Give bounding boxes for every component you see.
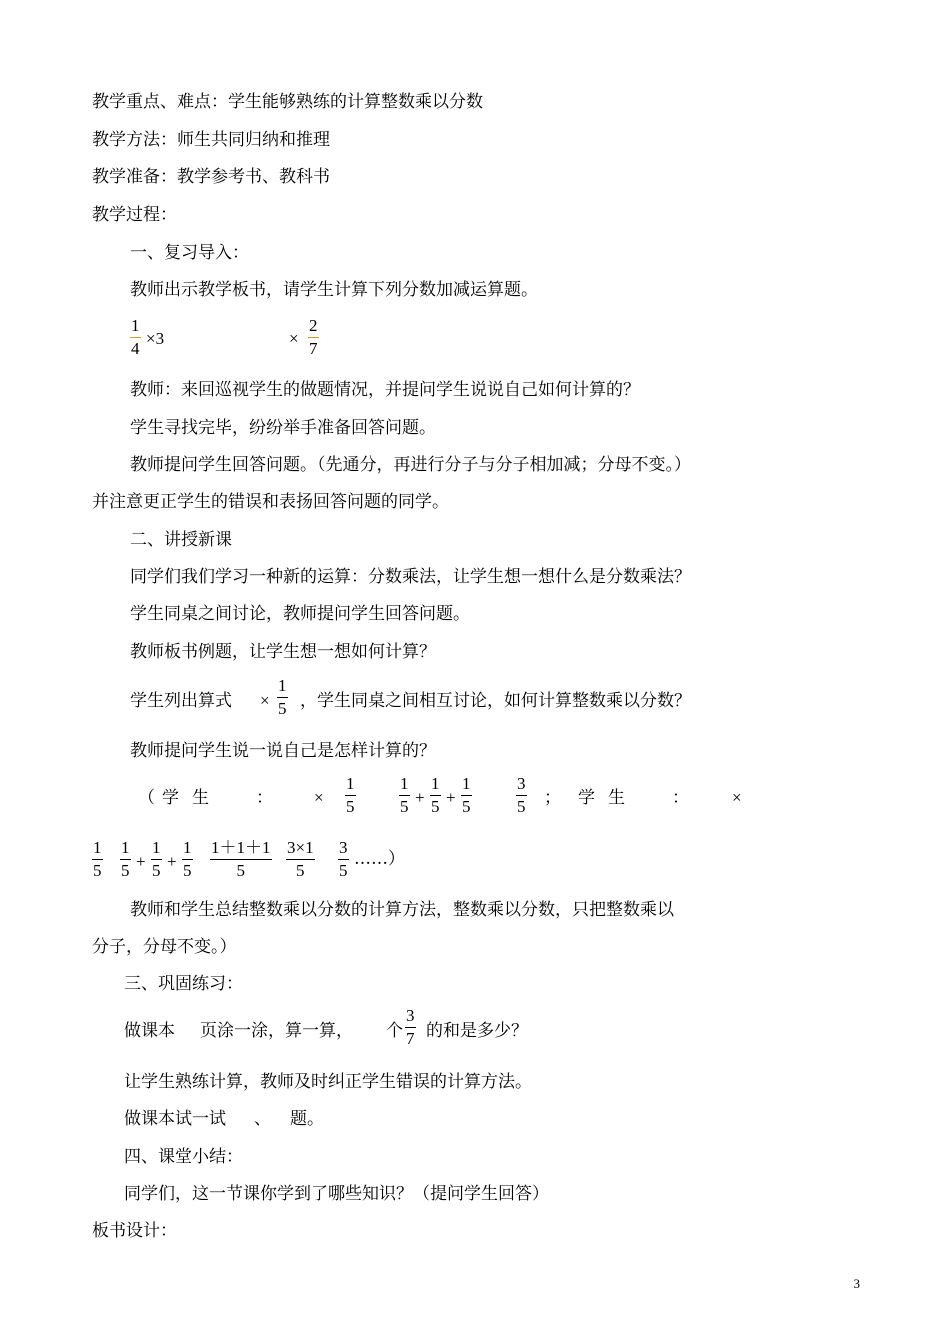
- fraction: 3 7: [406, 1006, 415, 1048]
- fraction: 1＋1＋1 5: [211, 838, 271, 880]
- fraction: 1 5: [278, 676, 287, 718]
- fraction: 1 4: [131, 316, 140, 358]
- paragraph: 做课本: [124, 1021, 175, 1041]
- colon: ：: [672, 788, 689, 808]
- teaching-prep-line: 教学准备：教学参考书、教科书: [92, 167, 330, 187]
- paragraph: 、: [254, 1109, 271, 1129]
- plus-sign: +: [446, 788, 456, 807]
- paragraph: 学生同桌之间讨论，教师提问学生回答问题。: [130, 604, 470, 624]
- times-sign: ×: [289, 329, 299, 348]
- paren-open: （: [138, 788, 155, 808]
- paragraph: 的和是多少？: [426, 1021, 528, 1041]
- fraction: 2 7: [309, 316, 318, 358]
- ellipsis: ……）: [354, 849, 405, 869]
- fraction: 3 5: [339, 838, 348, 880]
- page-number: 3: [853, 1276, 860, 1291]
- paragraph: 个: [386, 1021, 403, 1041]
- section-1-heading: 一、复习导入：: [130, 243, 249, 263]
- fraction: 1 5: [431, 774, 440, 816]
- plus-sign: +: [415, 788, 425, 807]
- teaching-focus-line: 教学重点、难点：学生能够熟练的计算整数乘以分数: [92, 92, 483, 112]
- fraction: 1 5: [346, 774, 355, 816]
- teaching-method-line: 教学方法：师生共同归纳和推理: [92, 130, 330, 150]
- times-sign: ×: [732, 788, 742, 807]
- colon: ：: [256, 788, 273, 808]
- section-2-heading: 二、讲授新课: [130, 530, 232, 550]
- paragraph: 教师：来回巡视学生的做题情况，并提问学生说说自己如何计算的？: [130, 380, 640, 400]
- paragraph: 分子，分母不变。）: [92, 937, 237, 957]
- fraction: 1 5: [183, 838, 192, 880]
- paragraph: 教师出示教学板书，请学生计算下列分数加减运算题。: [130, 280, 538, 300]
- fraction: 1 5: [152, 838, 161, 880]
- plus-sign: +: [167, 852, 177, 871]
- paragraph: ，学生同桌之间相互讨论，如何计算整数乘以分数？: [300, 691, 691, 711]
- text-char: 生: [192, 788, 209, 808]
- fraction: 1 5: [400, 774, 409, 816]
- paragraph: 教师提问学生说一说自己是怎样计算的？: [130, 741, 436, 761]
- paragraph: 同学们我们学习一种新的运算：分数乘法，让学生想一想什么是分数乘法？: [130, 567, 691, 587]
- fraction: 3×1 5: [287, 838, 314, 880]
- fraction: 1 5: [462, 774, 471, 816]
- fraction: 1 5: [93, 838, 102, 880]
- paragraph: 同学们，这一节课你学到了哪些知识？（提问学生回答）: [124, 1184, 549, 1204]
- paragraph: 学生列出算式: [130, 691, 232, 711]
- plus-sign: +: [136, 852, 146, 871]
- paragraph: 让学生熟练计算，教师及时纠正学生错误的计算方法。: [124, 1072, 532, 1092]
- semicolon: ；: [544, 788, 561, 808]
- paragraph: 教师和学生总结整数乘以分数的计算方法，整数乘以分数，只把整数乘以: [130, 900, 674, 920]
- section-4-heading: 四、课堂小结：: [124, 1147, 243, 1167]
- text-char: 学: [162, 788, 179, 808]
- paragraph: 教师板书例题，让学生想一想如何计算？: [130, 642, 436, 662]
- teaching-process-heading: 教学过程：: [92, 205, 177, 225]
- paragraph: 教师提问学生回答问题。（先通分，再进行分子与分子相加减；分母不变。）: [130, 455, 691, 475]
- paragraph: 学生寻找完毕，纷纷举手准备回答问题。: [130, 418, 436, 438]
- text-char: 学: [578, 788, 595, 808]
- paragraph: 并注意更正学生的错误和表扬回答问题的同学。: [92, 492, 449, 512]
- paragraph: 页涂一涂，算一算，: [200, 1021, 353, 1041]
- fraction: 3 5: [517, 774, 526, 816]
- section-3-heading: 三、巩固练习：: [124, 974, 243, 994]
- text-char: 生: [608, 788, 625, 808]
- times-sign: ×: [314, 788, 324, 807]
- times-sign: ×3: [146, 329, 165, 348]
- fraction: 1 5: [121, 838, 130, 880]
- times-sign: ×: [260, 691, 270, 710]
- board-design-heading: 板书设计：: [92, 1221, 177, 1241]
- paragraph: 题。: [290, 1109, 324, 1129]
- paragraph: 做课本试一试: [124, 1109, 226, 1129]
